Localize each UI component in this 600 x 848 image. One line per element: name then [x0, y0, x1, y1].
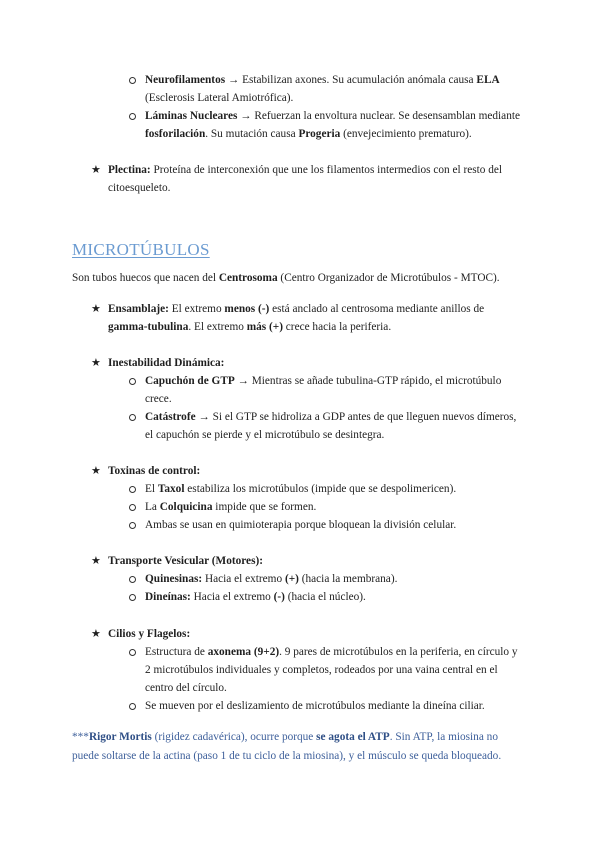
section-heading-microtubulos: MICROTÚBULOS [72, 240, 210, 259]
black-star-icon: ★ [91, 464, 101, 477]
term-laminas-nucleares: Láminas Nucleares [145, 110, 238, 122]
plectina-line-2: citoesqueleto. [108, 182, 171, 194]
hollow-circle-icon [129, 504, 136, 511]
black-star-icon: ★ [91, 627, 101, 640]
hollow-circle-icon [129, 378, 136, 385]
hollow-circle-icon [129, 594, 136, 601]
hollow-circle-icon [129, 113, 136, 120]
black-star-icon: ★ [91, 554, 101, 567]
black-star-icon: ★ [91, 356, 101, 369]
estructura-line-3: centro del círculo. [145, 682, 227, 694]
colquicina-line: La Colquicina impide que se formen. [145, 501, 317, 513]
rigor-mortis-note-2: puede soltarse de la actina (paso 1 de tu ciclo de la miosina), y el músculo se queda bloqueado. [72, 750, 502, 762]
ambas-line: Ambas se usan en quimioterapia porque bloquean la división celular. [145, 519, 457, 531]
ensamblaje-line-2: gamma-tubulina. El extremo más (+) crece hacia la periferia. [108, 321, 392, 333]
hollow-circle-icon [129, 576, 136, 583]
laminas-line-2: fosforilación. Su mutación causa Progeria (envejecimiento prematuro). [145, 128, 472, 140]
section-intro: Son tubos huecos que nacen del Centrosoma (Centro Organizador de Microtúbulos - MTOC). [72, 272, 500, 284]
hollow-circle-icon [129, 77, 136, 84]
hollow-circle-icon [129, 703, 136, 710]
laminas-line: Láminas Nucleares → Refuerzan la envoltura nuclear. Se desensamblan mediante [145, 110, 521, 122]
neurofilamentos-line-2: (Esclerosis Lateral Amiotrófica). [145, 92, 294, 104]
term-ensamblaje: Ensamblaje: [108, 303, 169, 315]
estructura-line-2: 2 microtúbulos individuales y completos, rodeados por una vaina central en el [145, 664, 498, 676]
term-plectina: Plectina: [108, 164, 151, 176]
toxinas-heading: Toxinas de control: [108, 465, 201, 477]
term-neurofilamentos: Neurofilamentos [145, 74, 226, 86]
ensamblaje-line: Ensamblaje: El extremo menos (-) está anclado al centrosoma mediante anillos de [108, 303, 485, 315]
mueven-line: Se mueven por el deslizamiento de microtúbulos mediante la dineína ciliar. [145, 700, 485, 712]
inestabilidad-heading: Inestabilidad Dinámica: [108, 357, 225, 369]
cilios-heading: Cilios y Flagelos: [108, 628, 191, 640]
rigor-mortis-note: ***Rigor Mortis (rigidez cadavérica), ocurre porque se agota el ATP. Sin ATP, la miosina no [72, 731, 498, 743]
transporte-heading: Transporte Vesicular (Motores): [108, 555, 263, 567]
neurofilamentos-line: Neurofilamentos → Estabilizan axones. Su acumulación anómala causa ELA [145, 74, 500, 86]
capuchon-line: Capuchón de GTP → Mientras se añade tubulina-GTP rápido, el microtúbulo [145, 375, 502, 387]
estructura-line: Estructura de axonema (9+2). 9 pares de microtúbulos en la periferia, en círculo y [145, 646, 518, 658]
quinesinas-line: Quinesinas: Hacia el extremo (+) (hacia la membrana). [145, 573, 398, 585]
black-star-icon: ★ [91, 302, 101, 315]
hollow-circle-icon [129, 522, 136, 529]
catastrofe-line-2: el capuchón se pierde y el microtúbulo se desintegra. [145, 429, 385, 441]
hollow-circle-icon [129, 649, 136, 656]
capuchon-line-2: crece. [145, 393, 172, 405]
black-star-icon: ★ [91, 163, 101, 176]
dineinas-line: Dineínas: Hacia el extremo (-) (hacia el núcleo). [145, 591, 366, 603]
hollow-circle-icon [129, 414, 136, 421]
hollow-circle-icon [129, 486, 136, 493]
plectina-line: Plectina: Proteína de interconexión que une los filamentos intermedios con el resto del [108, 164, 503, 176]
taxol-line: El Taxol estabiliza los microtúbulos (impide que se despolimericen). [145, 483, 457, 495]
catastrofe-line: Catástrofe → Si el GTP se hidroliza a GDP antes de que lleguen nuevos dímeros, [145, 411, 517, 423]
